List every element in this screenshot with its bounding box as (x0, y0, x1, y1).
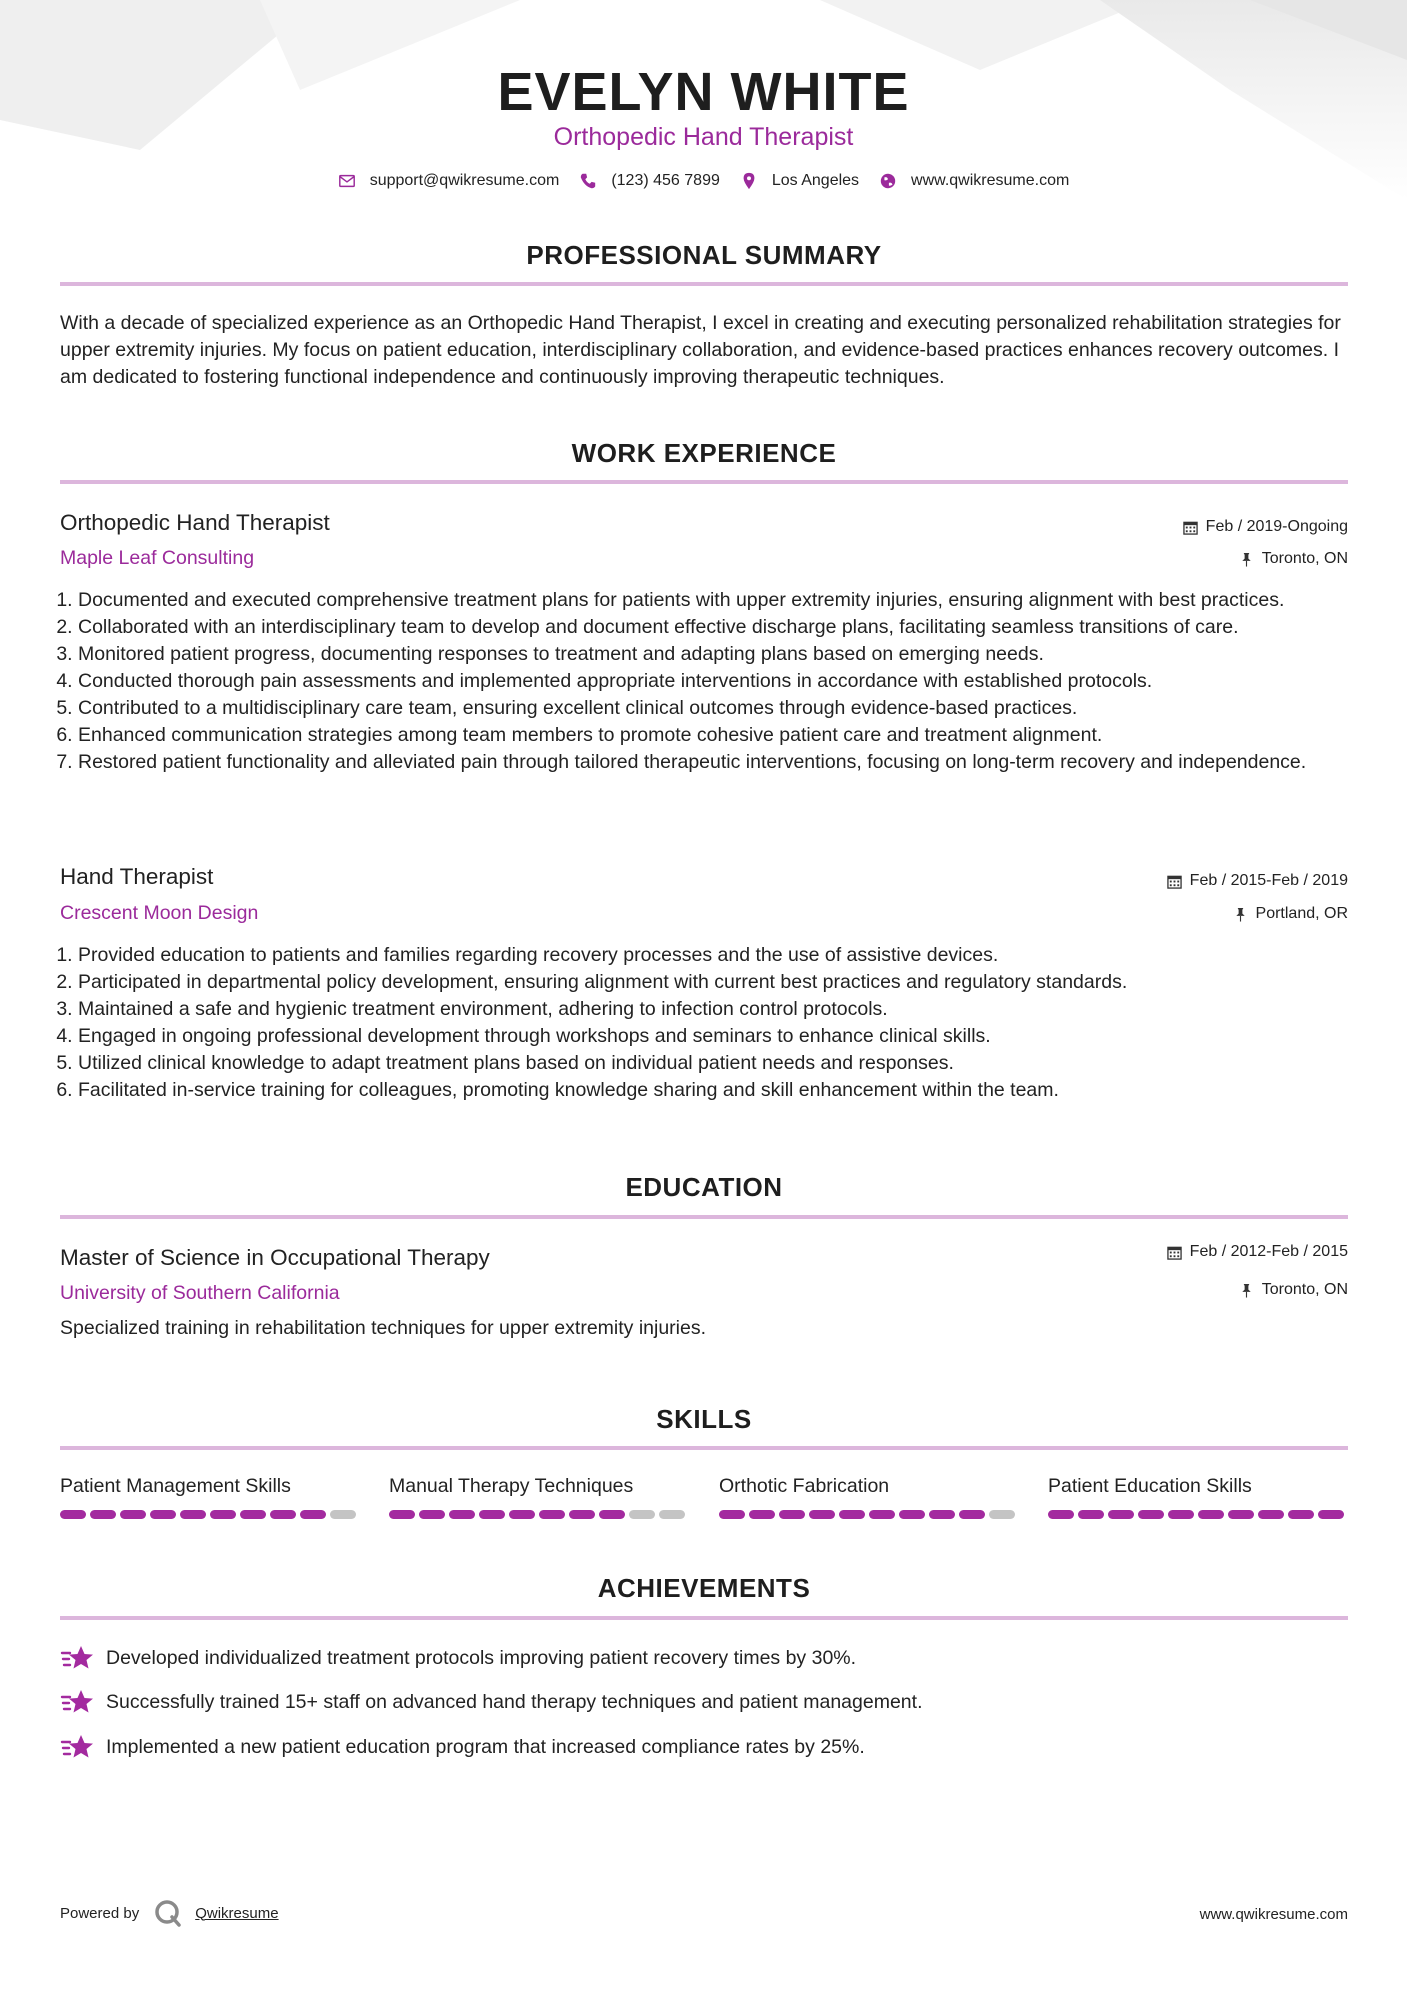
skill-dot-filled (569, 1510, 595, 1519)
skill-dot-filled (150, 1510, 176, 1519)
skill-dot-empty (629, 1510, 655, 1519)
skill-dot-filled (959, 1510, 985, 1519)
skill-dot-filled (419, 1510, 445, 1519)
skill-item (60, 1472, 360, 1519)
list-item: 6. Enhanced communication strategies among team members to promote cohesive patient care and treatment alignment. (78, 722, 1328, 749)
contact-website[interactable] (879, 172, 1069, 190)
education-degree: Master of Science in Occupational Therapy (60, 1245, 490, 1270)
skill-dot-filled (1048, 1510, 1074, 1519)
skill-level-bar (60, 1510, 360, 1519)
contact-location (740, 172, 859, 190)
job-dates-text: Feb / 2019-Ongoing (1205, 518, 1348, 535)
skill-name: Orthotic Fabrication (719, 1475, 890, 1497)
pushpin-icon (1239, 552, 1254, 567)
skill-level-bar (719, 1510, 1019, 1519)
contact-email-text: support@qwikresume.com (369, 172, 560, 189)
achievement-text: Implemented a new patient education program that increased compliance rates by 25%. (106, 1735, 865, 1758)
skill-dot-filled (839, 1510, 865, 1519)
job-duties-list (60, 942, 1328, 1104)
skill-dot-filled (599, 1510, 625, 1519)
contact-website-text: www.qwikresume.com (911, 172, 1070, 189)
job-location-text: Portland, OR (1255, 905, 1348, 922)
footer-website[interactable]: www.qwikresume.com (1199, 1906, 1348, 1923)
achievement-text: Successfully trained 15+ staff on advanced hand therapy techniques and patient management. (106, 1690, 923, 1713)
skill-item (719, 1472, 1019, 1519)
section-title-skills: SKILLS (656, 1404, 752, 1434)
skill-level-bar (389, 1510, 689, 1519)
skill-dot-filled (509, 1510, 535, 1519)
skill-dot-filled (180, 1510, 206, 1519)
section-title-experience: WORK EXPERIENCE (571, 438, 837, 468)
skill-dot-filled (210, 1510, 236, 1519)
list-item: 1. Provided education to patients and families regarding recovery processes and the use of assistive devices. (78, 942, 1328, 969)
skill-dot-filled (1198, 1510, 1224, 1519)
list-item: 7. Restored patient functionality and alleviated pain through tailored therapeutic interventions, focusing on long-term recovery and independence. (78, 749, 1328, 776)
skill-dot-filled (1228, 1510, 1254, 1519)
section-divider (60, 480, 1348, 484)
list-item: 2. Collaborated with an interdisciplinary team to develop and document effective discharge plans, facilitating seamless transitions of care. (78, 614, 1328, 641)
job-dates-text: Feb / 2015-Feb / 2019 (1189, 872, 1348, 889)
candidate-role: Orthopedic Hand Therapist (553, 123, 854, 151)
calendar-icon (1167, 1245, 1182, 1260)
skill-dot-filled (479, 1510, 505, 1519)
skill-dot-filled (1288, 1510, 1314, 1519)
contact-location-text: Los Angeles (771, 172, 860, 189)
job-company: Maple Leaf Consulting (60, 547, 255, 569)
education-location-text: Toronto, ON (1261, 1281, 1348, 1298)
section-title-achievements: ACHIEVEMENTS (597, 1573, 811, 1603)
star-icon (60, 1644, 94, 1672)
list-item: 4. Engaged in ongoing professional development through workshops and seminars to enhance clinical skills. (78, 1023, 1328, 1050)
education-dates (1167, 1241, 1348, 1263)
skill-dot-filled (749, 1510, 775, 1519)
globe-icon (879, 172, 897, 190)
list-item: 5. Utilized clinical knowledge to adapt treatment plans based on individual patient needs and responses. (78, 1050, 1328, 1077)
achievement-item (60, 1733, 865, 1761)
skill-dot-filled (120, 1510, 146, 1519)
skill-dot-filled (1318, 1510, 1344, 1519)
job-duties-list (60, 587, 1328, 776)
section-title-education: EDUCATION (625, 1172, 783, 1202)
skill-dot-filled (1108, 1510, 1134, 1519)
skill-dot-empty (330, 1510, 356, 1519)
footer-powered-by (60, 1898, 279, 1928)
powered-by-label: Powered by (60, 1904, 140, 1922)
list-item: 3. Maintained a safe and hygienic treatment environment, adhering to infection control protocols. (78, 996, 1328, 1023)
job-location-text: Toronto, ON (1261, 550, 1348, 567)
skill-dot-filled (270, 1510, 296, 1519)
skill-item (389, 1472, 689, 1519)
skill-name: Patient Management Skills (60, 1475, 291, 1497)
skill-dot-empty (659, 1510, 685, 1519)
achievement-item (60, 1688, 923, 1716)
skill-dot-filled (1258, 1510, 1284, 1519)
contact-bar (0, 172, 1407, 190)
section-divider (60, 1215, 1348, 1219)
skill-dot-filled (539, 1510, 565, 1519)
skill-dot-filled (869, 1510, 895, 1519)
education-dates-text: Feb / 2012-Feb / 2015 (1189, 1243, 1348, 1260)
phone-icon (579, 172, 597, 190)
contact-phone-text: (123) 456 7899 (611, 172, 720, 189)
section-divider (60, 1616, 1348, 1620)
education-description: Specialized training in rehabilitation techniques for upper extremity injuries. (60, 1317, 707, 1339)
skill-dot-filled (899, 1510, 925, 1519)
list-item: 3. Monitored patient progress, documenting responses to treatment and adapting plans based on emerging needs. (78, 641, 1328, 668)
job-dates (1167, 870, 1348, 892)
achievement-item (60, 1644, 856, 1672)
star-icon (60, 1733, 94, 1761)
skill-dot-filled (60, 1510, 86, 1519)
contact-phone[interactable] (579, 172, 720, 190)
skill-dot-filled (1168, 1510, 1194, 1519)
qwikresume-logo-icon (153, 1898, 183, 1928)
skill-dot-filled (240, 1510, 266, 1519)
list-item: 4. Conducted thorough pain assessments and implemented appropriate interventions in accordance with established protocols. (78, 668, 1328, 695)
summary-text: With a decade of specialized experience as an Orthopedic Hand Therapist, I excel in creating and executing personalized rehabilitation strategies for upper extremity injuries. My focus on patient education, interdisciplinary collaboration, and evidence-based practices enhances recovery outcomes. I am dedicated to fostering functional independence and continuously improving therapeutic techniques. (60, 312, 1341, 388)
list-item: 6. Facilitated in-service training for colleagues, promoting knowledge sharing and skill enhancement within the team. (78, 1077, 1328, 1104)
star-icon (60, 1688, 94, 1716)
job-title: Hand Therapist (60, 864, 214, 889)
contact-email[interactable] (338, 172, 560, 190)
pushpin-icon (1233, 907, 1248, 922)
envelope-icon (338, 172, 356, 190)
calendar-icon (1167, 874, 1182, 889)
skill-dot-filled (719, 1510, 745, 1519)
candidate-name: EVELYN WHITE (497, 62, 910, 122)
section-title-summary: PROFESSIONAL SUMMARY (526, 240, 882, 270)
job-location (1233, 903, 1348, 925)
list-item: 1. Documented and executed comprehensive treatment plans for patients with upper extremity injuries, ensuring alignment with best practices. (78, 587, 1328, 614)
education-location (1239, 1279, 1348, 1301)
pushpin-icon (1239, 1283, 1254, 1298)
skill-name: Manual Therapy Techniques (389, 1475, 634, 1497)
job-location (1239, 548, 1348, 570)
list-item: 2. Participated in departmental policy development, ensuring alignment with current best practices and regulatory standards. (78, 969, 1328, 996)
skill-dot-filled (389, 1510, 415, 1519)
skill-dot-filled (809, 1510, 835, 1519)
list-item: 5. Contributed to a multidisciplinary care team, ensuring excellent clinical outcomes through evidence-based practices. (78, 695, 1328, 722)
skill-dot-filled (929, 1510, 955, 1519)
skill-dot-filled (449, 1510, 475, 1519)
skill-dot-filled (300, 1510, 326, 1519)
skill-name: Patient Education Skills (1048, 1475, 1252, 1497)
education-school: University of Southern California (60, 1282, 340, 1304)
skill-dot-filled (1078, 1510, 1104, 1519)
job-company: Crescent Moon Design (60, 902, 259, 924)
achievement-text: Developed individualized treatment protocols improving patient recovery times by 30%. (106, 1646, 857, 1669)
skill-item (1048, 1472, 1348, 1519)
section-divider (60, 282, 1348, 286)
qwikresume-link[interactable]: Qwikresume (195, 1904, 279, 1922)
skill-level-bar (1048, 1510, 1348, 1519)
skill-dot-filled (1138, 1510, 1164, 1519)
job-dates (1183, 516, 1348, 538)
skill-dot-filled (90, 1510, 116, 1519)
section-divider (60, 1446, 1348, 1450)
skill-dot-empty (989, 1510, 1015, 1519)
job-title: Orthopedic Hand Therapist (60, 510, 330, 535)
calendar-icon (1183, 520, 1198, 535)
skill-dot-filled (779, 1510, 805, 1519)
map-pin-icon (740, 172, 758, 190)
